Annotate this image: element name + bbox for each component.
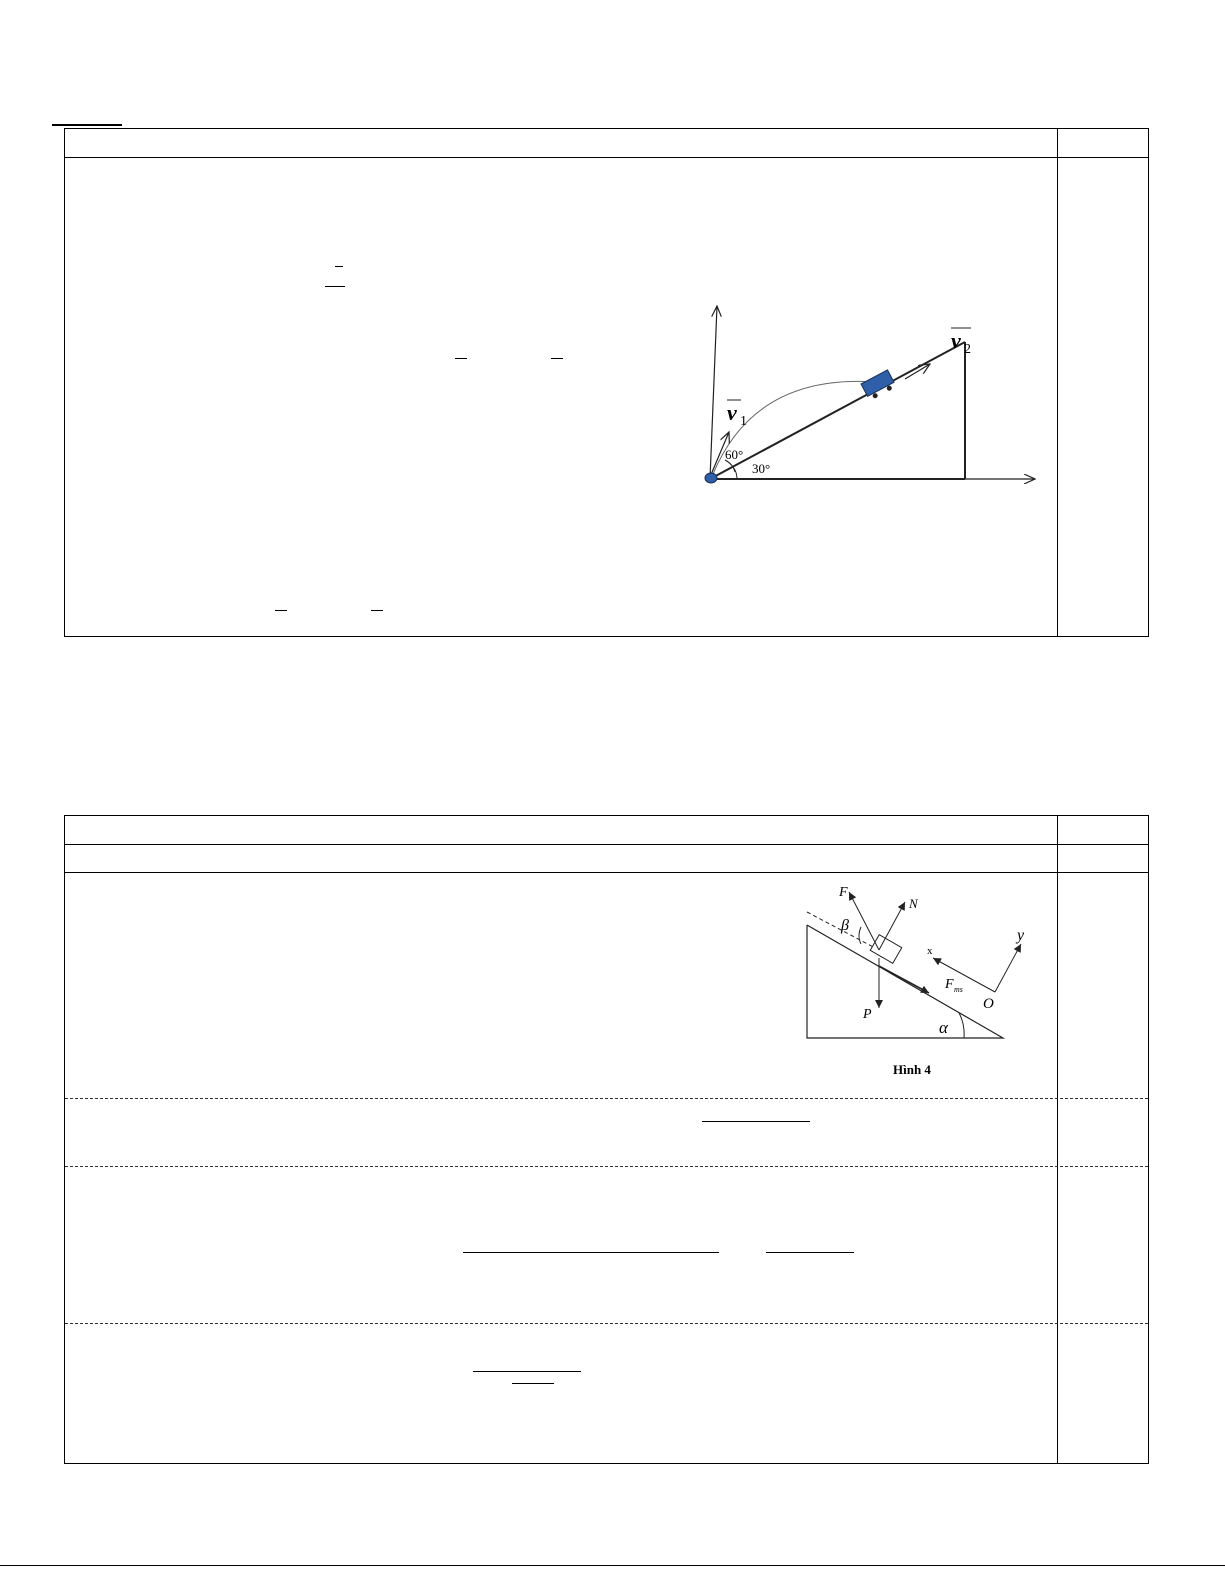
- fraction-bar: [702, 1121, 810, 1122]
- x-axis-label: x: [927, 945, 933, 957]
- cart: [861, 370, 897, 401]
- figure-caption: Hình 4: [893, 1062, 931, 1077]
- v1-subscript: 1: [740, 414, 747, 429]
- F-label: F: [839, 885, 848, 900]
- block: [870, 935, 902, 964]
- v2-label: v: [951, 328, 961, 353]
- table2-header-row: [65, 816, 1148, 845]
- v2-subscript: 2: [964, 342, 971, 357]
- alpha-arc: [959, 1013, 964, 1038]
- header-underline: [52, 124, 122, 126]
- beta-label: β: [841, 917, 849, 934]
- table2-row-b: [65, 1099, 1148, 1167]
- fraction-bar: [551, 358, 563, 359]
- beta-arc: [859, 927, 861, 944]
- angle-60-label: 60°: [725, 447, 744, 462]
- Fms-arrow: [879, 966, 929, 993]
- fraction-bar: [512, 1383, 554, 1384]
- y-axis: [710, 306, 717, 479]
- x-axis-arrow: [933, 958, 995, 992]
- N-label: N: [909, 896, 918, 911]
- forces-incline-figure: [799, 878, 1049, 1088]
- alpha-label: α: [939, 1018, 948, 1037]
- fraction-bar: [463, 1252, 719, 1253]
- fraction-bar: [473, 1371, 581, 1372]
- Fms-label: F: [945, 977, 954, 992]
- F-arrow: [849, 892, 879, 950]
- solution-table-1: [64, 128, 1149, 637]
- O-label: O: [983, 996, 994, 1012]
- table2-subheader-row: [65, 845, 1148, 873]
- v1-label: v: [727, 400, 737, 425]
- page-bottom-rule: [0, 1565, 1225, 1566]
- table2-row-c: [65, 1167, 1148, 1324]
- fraction-mark: [335, 266, 343, 267]
- Fms-subscript: ms: [954, 985, 963, 994]
- incline-triangle: [807, 925, 1003, 1038]
- projectile-ball: [705, 473, 717, 483]
- fraction-bar: [275, 610, 287, 611]
- y-axis-label: y: [1017, 927, 1025, 944]
- table1-header-row: [65, 129, 1148, 158]
- score-column-divider: [1057, 129, 1058, 636]
- fraction-bar: [766, 1252, 854, 1253]
- incline-projectile-figure: [695, 294, 1045, 494]
- P-label: P: [863, 1007, 872, 1022]
- fraction-bar: [371, 610, 383, 611]
- y-axis-arrow: [995, 944, 1021, 992]
- angle-30-label: 30°: [752, 461, 771, 476]
- fraction-bar: [325, 286, 345, 287]
- incline-slope: [710, 342, 965, 479]
- solution-table-2: [64, 815, 1149, 1464]
- fraction-bar: [455, 358, 467, 359]
